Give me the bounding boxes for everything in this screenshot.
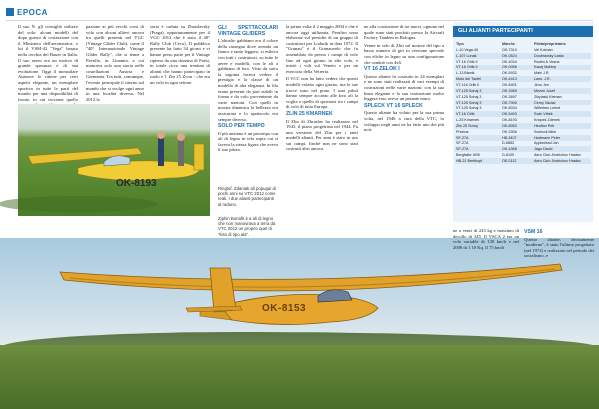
glider-type-cell: VT-125 Sohaj 3 xyxy=(455,88,501,94)
glider-type-cell: L-10 Vega-40 xyxy=(456,47,479,52)
registration-cell: OK-7010 xyxy=(502,47,517,52)
registration-cell: OK-0524 xyxy=(501,53,533,59)
glider-type-cell: VT-116 Orlik II xyxy=(456,82,480,87)
participants-table-title: GLI ALIANTI PARTECIPANTI xyxy=(453,26,593,37)
pilot-owner-cell: Svah Vittek xyxy=(533,111,591,117)
glider-type-cell: L-107 Lunak xyxy=(455,53,501,59)
glider-type-cell: SF-27A xyxy=(455,146,501,152)
registration-cell: OK-8034 xyxy=(502,106,517,111)
section-marker-icon xyxy=(6,8,14,16)
pilot-owner-cell: Knopek Zdenek xyxy=(534,118,560,123)
paragraph: Il suo N. gli consigliò utilizzo del volo: alcuni modelli del dopo guerra di costruzione con il Ministero dell'aeronautica, e lui il VSM-42 "Vega" basato nella cerchia del Bauer in Italia. Il suo aereo era un motivo di grande speranza e di sua evoluzione. Oggi il monoalare Antonov lo ritiene per certi aspetti elegante, un esemplare sportivo in tutte le parti del mondo per una disponibilità di fronte, in cui trovarne quello xyxy=(18,24,78,102)
glider-registration: OK-8193 xyxy=(116,178,157,189)
subheading: VT 16 ZELOK I xyxy=(364,66,400,73)
participants-table xyxy=(455,40,591,164)
registration-cell: OE-0112 xyxy=(501,158,533,164)
glider-type-cell: L-25 Kmarnek xyxy=(456,118,480,123)
pilot-owner-cell: Hartmann Peter xyxy=(533,135,591,141)
paragraph: sorta è caduta su Zbraslavsky (Praga), opportunamente per il VGC 2012 che è stato il 40° Rally Club (Ceco). Il pubblico presente ha fatto 34 giorni e vi hanno preso parte per il Vintage ripieno da una dozzina di Paesi, in totale circa una trentina di alianti che hanno partecipato in ruolo e 1 Zin 25 Zvon - che era un volo in ogni settore. xyxy=(150,24,210,85)
subheading: VSM 16 xyxy=(524,229,543,235)
glider-type-cell: Moto del Taufel xyxy=(455,76,501,82)
text-column-1 xyxy=(18,24,78,102)
glider-type-cell: SF-27A xyxy=(455,135,501,141)
registration-cell: OK-3069 xyxy=(501,88,533,94)
pilot-owner-cell: Vel Kolman xyxy=(534,47,553,52)
paragraph: Questo aliante fu costruito in 24 esemplari e ne sono stati realizzati di vari esempi di costruzioni nelle varie nazioni; con la sua linea elegante e la sua costruzione molto leggera esso aveva un pesante muro. xyxy=(364,73,444,102)
paragraph: Venne in solo di Zlin sul motore del tipo a basso numero di giri in versione speciale con eliche in legno su una configurazione che cambiò con 4x6. xyxy=(364,42,444,65)
pilot-owner-cell: Appledead Jan xyxy=(534,141,559,146)
registration-cell: D-8100 xyxy=(502,153,515,158)
table-header-row xyxy=(455,40,591,47)
pilot-owner-cell: Jinro Jen xyxy=(534,82,549,87)
pilot-owner-cell: Jago David xyxy=(533,146,591,152)
pilot-owner-cell: Aero Club Jindrichuv Hradec xyxy=(533,158,591,164)
paragraph: ne alla costruzione di tre nuovi, ognuno nel quale sono stati prodotti presso la Aircraft Factory Tandem in Bologna. xyxy=(364,24,444,41)
pilot-owner-cell: Svobodi Mike xyxy=(534,129,557,134)
pilot-owner-cell: Radim & Vesna xyxy=(534,59,560,64)
header-rule xyxy=(6,20,593,21)
paragraph: L'altoalto gabbiano era il colore della rassegna dove avendo un fianco e tanto leggero, si esibiva con tutti i costruttori, su tutte le aeree e modelli, con le ali a gabbiano di loro. Visto da sotto la sagoma faceva vedere il prestigio e la classe di un modello di alta eleganza. In fila erano presenti da pari stabili in forma e da volo proveniente da varie nazioni. Con quelli in mostra dinamica la bellezza era assicurata e lo spettacolo era sempre diverso. xyxy=(218,38,278,122)
photo-caption-1: Ringtuf. Zdaniak ali popugai di pochi anni su VTC 2012 come reali. I due alianti partecipanti al raduno. xyxy=(218,186,276,207)
glider-type-cell: VT-16 Orlik II xyxy=(456,59,478,64)
glider-type-cell: Bergfalke II/55 xyxy=(456,153,480,158)
registration-cell: OK-8193 xyxy=(502,118,517,123)
registration-cell: OK-8401 xyxy=(502,82,517,87)
registration-cell: HB-3407 xyxy=(501,135,533,141)
subheading: GLI SPETTACOLARI VINTAGE GLIDERS xyxy=(218,25,278,37)
text-column-5 xyxy=(286,24,358,236)
pilot-owner-cell: Mezen Josef xyxy=(533,88,591,94)
pilot-owner-cell: Doubravsky Lasta xyxy=(533,53,591,59)
paragraph: Il VCC non ha fatto vedere che questi modelli volano ogni giorno, ma le sue tracce sono nel prato. I suoi piloti hanno sempre accanto alle loro ali la voglia e quello di spostarsi tra i campi di volo di tutta Europa. xyxy=(286,76,358,110)
text-column-2 xyxy=(86,24,144,102)
paragraph: Questo aliante, decisamente "moderno", è stato l'ultimo progettato (nel 1972) e realizzato nel periodo dei socialismo, e xyxy=(524,236,594,259)
pilot-owner-cell: Zikylaski Kleman xyxy=(534,94,562,99)
paragraph: Il Zlin di Zbraslav ha realizzato nel 1943, il piano progettista nel 1944. Fu una versione del Zlin per i tanti modelli alianti. Per anni è stato in uso sui campi, finché non ne sono stati costruiti altri ancora. xyxy=(286,118,358,152)
section-header xyxy=(6,6,48,18)
glider-type-cell: VT-16 Orlik xyxy=(455,111,501,117)
section-label: EPOCA xyxy=(17,7,48,17)
registration-cell: OK-0056 xyxy=(501,65,533,71)
pilot-owner-cell: Lans. J.R. xyxy=(533,76,591,82)
paragraph: Il più anziano è un prototipo con ali di legno in tela sopra cui si faceva la stessa figura che aveva il suo pilota. xyxy=(218,130,278,153)
glider-photo-ground xyxy=(18,104,210,216)
registration-cell: OK-5932 xyxy=(502,71,517,76)
paragraph: pazione ai più vecchi corsi di volo con alcuni allievi ancora tra quelli presenti nel VGC (Vintage Glider Club), come il "40° Internazionale Vintage Glider Rally", che si tenne a Pavullo, in Lituania, a cui mancava solo una storia nelle costellazioni Austria e Germania. Tra tutti, comunque, l'evento principale il ritorno sul mondo che si svolge ogni anno in una località diversa. Nel 2012 la xyxy=(86,24,144,102)
pilot-owner-cell: Willerkes Luhed xyxy=(534,106,561,111)
text-column-6 xyxy=(364,24,444,236)
registration-cell: OK-4413 xyxy=(501,76,533,82)
registration-cell: OK-3306 xyxy=(502,129,517,134)
column-header: Tipo xyxy=(456,41,464,46)
registration-cell: OK-8053 xyxy=(501,123,533,129)
text-column-4 xyxy=(218,24,278,184)
glider-type-cell: L-13 Blanik xyxy=(456,71,475,76)
glider-on-ground-illustration xyxy=(18,104,210,216)
glider-type-cell: VT-125 Sohaj 3 xyxy=(456,106,482,111)
glider-type-cell: VT-125 Sohaj 3 xyxy=(455,100,501,106)
table-row xyxy=(455,158,591,164)
glider-type-cell: VT-16 Orlik II xyxy=(455,65,501,71)
glider-type-cell: VT-125 Sohaj 3 xyxy=(456,94,482,99)
subheading: ZLIN 25 KMARNEK xyxy=(286,110,333,117)
paragraph: ne a venti di 243 kg e massimo di decollo di 345. Il VSCA 2 era un volo variable di 130 km/h e nel 2008 di 1 10 Kq. Il 75 km/h xyxy=(453,228,519,250)
registration-cell: OK-4034 xyxy=(502,59,517,64)
registration-cell: OK-3697 xyxy=(502,94,517,99)
pilot-owner-cell: Cerny Vaclav xyxy=(533,100,591,106)
subheading: SOLO PER TEMPO xyxy=(218,123,265,130)
subheading: SPLECK VT 16 SPLECK xyxy=(364,102,423,109)
glider-type-cell: HB-21 Breitkopf xyxy=(455,158,501,164)
pilot-owner-cell: Aero Club Jindrichuv Hradec xyxy=(534,153,581,158)
glider-type-cell: Phobus xyxy=(456,129,469,134)
registration-cell: OK-7000 xyxy=(501,100,533,106)
column-header: Pilota/proprietario xyxy=(534,41,566,46)
paragraph: la prima volta il 2 maggio 2004 e che è ancora oggi utilizzata. Peraltro sono elaborate sul presidio di un gruppo di costruttori per Lodarik in data 1972. Il "Grunau" è il Grunauvelo che fu assemblato da presso i campi di volo fino ad ogni giorno in alto volo, e iniziò i voli sul Veneto e per un esercizio della Vetreria. xyxy=(286,24,358,74)
glider-type-cell: SF-27A xyxy=(456,141,469,146)
registration-cell: OK-4368 xyxy=(501,146,533,152)
registration-cell: D-6883 xyxy=(502,141,515,146)
pilot-owner-cell: Kacej Mahley xyxy=(533,65,591,71)
pilot-owner-cell: Mahl J.R. xyxy=(534,71,550,76)
pilot-owner-cell: Heuflon Petr xyxy=(533,123,591,129)
text-column-3 xyxy=(150,24,210,102)
glider-type-cell: Zlin 25 Sohaj xyxy=(455,123,501,129)
photo-caption-2: Ziphin Bonafit è a ali di legno che non manovrava a terra da VTC 2012 un proprio quel di "kiss di tipo ala". xyxy=(218,216,276,237)
flying-glider-registration: OK-8153 xyxy=(262,303,307,314)
registration-cell: OK-5403 xyxy=(501,111,533,117)
paragraph: Questo aliante ha volato per la sua prima volta, nel 1946 a cura della VTC; lo sviluppo negli anni ne ha fatto uno dei più noti. xyxy=(364,110,444,133)
column-header: Marche xyxy=(502,41,515,46)
